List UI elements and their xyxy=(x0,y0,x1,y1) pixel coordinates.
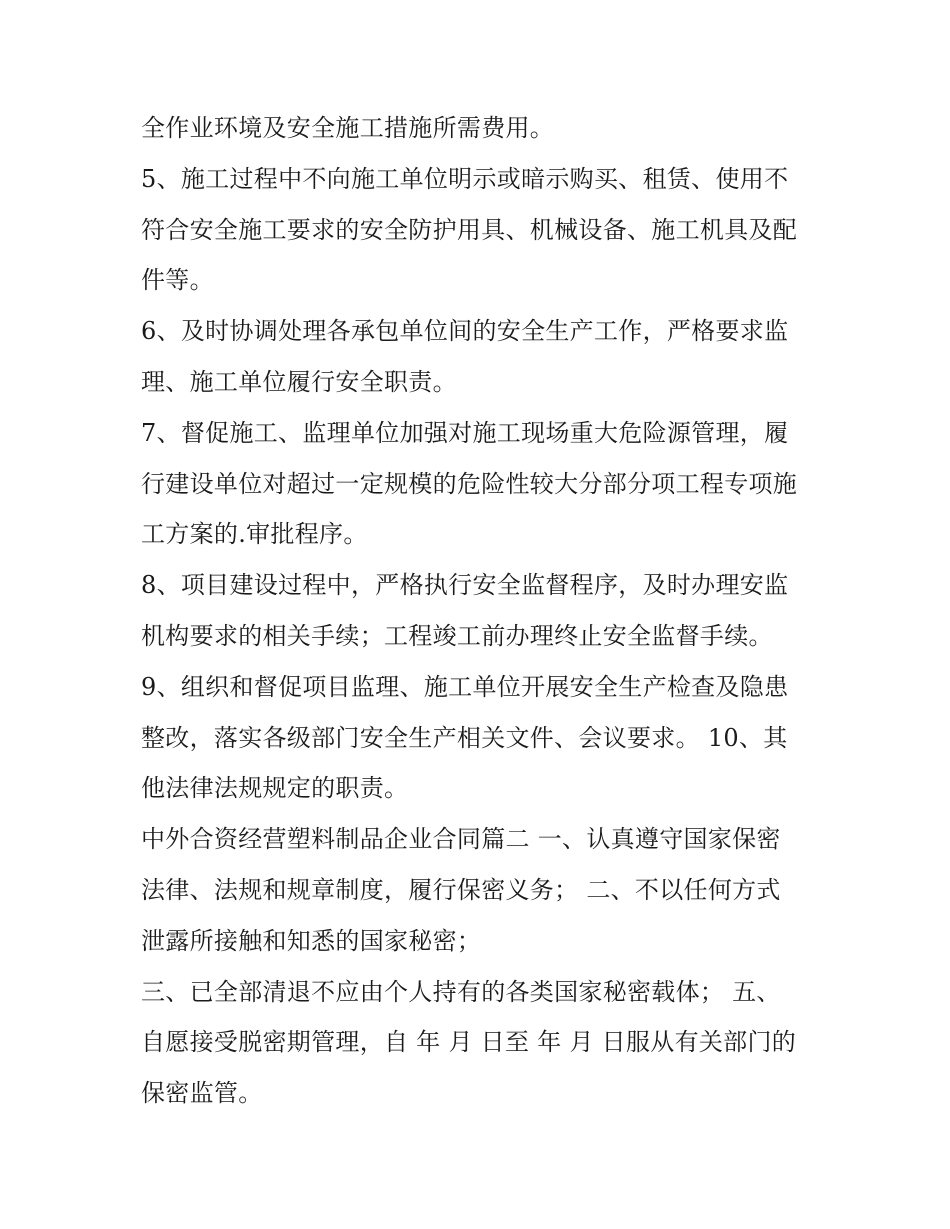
text-line: 件等。 xyxy=(141,266,214,295)
text-line: 理、施工单位履行安全职责。 xyxy=(141,367,457,396)
text-line: 全作业环境及安全施工措施所需费用。 xyxy=(141,114,555,142)
text-line: 8、项目建设过程中，严格执行安全监督程序，及时办理安监 xyxy=(141,571,789,600)
text-line: 三、已全部清退不应由个人持有的各类国家秘密载体； 五、 xyxy=(141,977,781,1006)
text-line: 符合安全施工要求的安全防护用具、机械设备、施工机具及配 xyxy=(141,215,798,244)
text-line: 保密监管。 xyxy=(141,1079,263,1108)
text-line: 自愿接受脱密期管理，自 年 月 日至 年 月 日服从有关部门的 xyxy=(141,1028,797,1057)
text-line: 泄露所接触和知悉的国家秘密； xyxy=(141,926,482,955)
text-line: 整改，落实各级部门安全生产相关文件、会议要求。 10、其 xyxy=(141,723,788,752)
text-line: 5、施工过程中不向施工单位明示或暗示购买、租赁、使用不 xyxy=(141,164,789,193)
text-line: 工方案的.审批程序。 xyxy=(141,520,368,549)
text-line: 他法律法规规定的职责。 xyxy=(141,774,409,803)
text-line: 行建设单位对超过一定规模的危险性较大分部分项工程专项施 xyxy=(141,469,798,498)
text-line: 法律、法规和规章制度，履行保密义务； 二、不以任何方式 xyxy=(141,875,781,904)
text-line: 中外合资经营塑料制品企业合同篇二 一、认真遵守国家保密 xyxy=(141,825,781,854)
text-line: 6、及时协调处理各承包单位间的安全生产工作，严格要求监 xyxy=(141,317,789,346)
text-line: 7、督促施工、监理单位加强对施工现场重大危险源管理，履 xyxy=(141,418,789,447)
text-line: 9、组织和督促项目监理、施工单位开展安全生产检查及隐患 xyxy=(141,672,789,701)
document-body xyxy=(141,103,841,1119)
text-line: 机构要求的相关手续；工程竣工前办理终止安全监督手续。 xyxy=(141,621,773,650)
